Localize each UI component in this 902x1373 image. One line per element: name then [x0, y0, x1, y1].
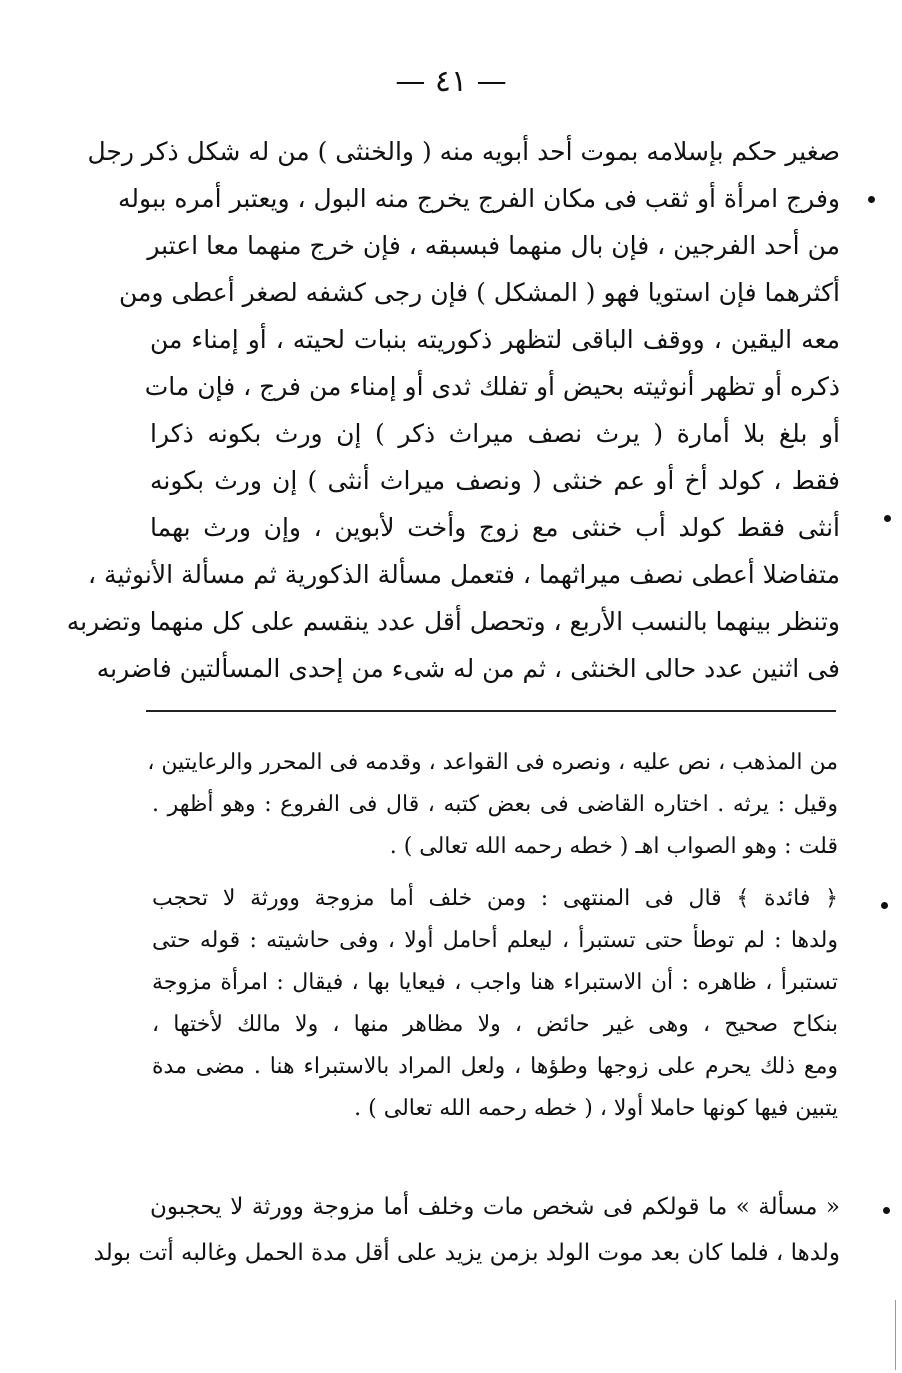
- footnote-line: قلت : وهو الصواب اهـ ( خطه رحمه الله تعالى ) .: [389, 834, 838, 859]
- text-line: من أحد الفرجين ، فإن بال منهما فبسبقه ، فإن خرج منهما معا اعتبر: [147, 231, 840, 260]
- footnote-line: بنكاح صحيح ، وهى غير حائض ، ولا مظاهر منها ، ولا مالك لأختها ،: [152, 1012, 838, 1037]
- text-line: وتنظر بينهما بالنسب الأربع ، وتحصل أقل عدد ينقسم على كل منهما وتضربه: [66, 607, 840, 636]
- text-line: صغير حكم بإسلامه بموت أحد أبويه منه ( والخنثى ) من له شكل ذكر رجل: [87, 137, 840, 166]
- footnote-line: وقيل : يرثه . اختاره القاضى فى بعض كتبه ، قال فى الفروع : وهو أظهر .: [152, 792, 838, 817]
- text-line: فقط ، كولد أخ أو عم خنثى ( ونصف ميراث أنثى ) إن ورث بكونه: [150, 466, 840, 495]
- main-text-block: [66, 128, 840, 692]
- text-line: أو بلغ بلا أمارة ( يرث نصف ميراث ذكر ) إن ورث بكونه ذكرا: [150, 419, 840, 448]
- margin-dot: [884, 515, 891, 522]
- margin-dot: [883, 1207, 890, 1214]
- text-line: معه اليقين ، ووقف الباقى لتظهر ذكوريته بنبات لحيته ، أو إمناء من: [150, 325, 840, 354]
- text-line: أنثى فقط كولد أب خنثى مع زوج وأخت لأبوين ، وإن ورث بهما: [150, 513, 840, 542]
- text-line: وفرج امرأة أو ثقب فى مكان الفرج يخرج منه البول ، ويعتبر أمره ببوله: [118, 184, 840, 213]
- footnote-line: تستبرأ ، ظاهره : أن الاستبراء هنا واجب ، فيعايا بها ، فيقال : امرأة مزوجة: [152, 970, 838, 995]
- text-line: متفاضلا أعطى نصف ميراثهما ، فتعمل مسألة الذكورية ثم مسألة الأنوثية ،: [88, 560, 840, 589]
- text-line: ولدها ، فلما كان بعد موت الولد بزمن يزيد على أقل مدة الحمل وغالبه أتت بولد: [93, 1240, 840, 1266]
- text-line: ذكره أو تظهر أنوثيته بحيض أو تفلك ثدى أو إمناء من فرج ، فإن مات: [144, 372, 840, 401]
- footnote-line: ومع ذلك يحرم على زوجها وطؤها ، ولعل المراد بالاستبراء هنا . مضى مدة: [152, 1054, 838, 1079]
- footnote-block: [147, 742, 839, 1130]
- footnote-line: ﴿ فائدة ﴾ قال فى المنتهى : ومن خلف أما مزوجة وورثة لا تحجب: [152, 886, 838, 911]
- footnote-separator: [146, 710, 836, 712]
- text-line: فى اثنين عدد حالى الخنثى ، ثم من له شىء من إحدى المسألتين فاضربه: [96, 654, 840, 683]
- page-number: — ٤١ —: [395, 64, 507, 99]
- margin-dot: [868, 196, 875, 203]
- footnote-line: ولدها : لم توطأ حتى تستبرأ ، ليعلم أحامل أولا ، وفى حاشيته : قوله حتى: [152, 928, 839, 953]
- next-question-block: [93, 1184, 840, 1276]
- text-line: « مسألة » ما قولكم فى شخص مات وخلف أما مزوجة وورثة لا يحجبون: [150, 1194, 840, 1220]
- text-line: أكثرهما فإن استويا فهو ( المشكل ) فإن رجى كشفه لصغر أعطى ومن: [118, 278, 840, 307]
- footnote-line: من المذهب ، نص عليه ، ونصره فى القواعد ، وقدمه فى المحرر والرعايتين ،: [147, 750, 838, 775]
- margin-dot: [881, 902, 888, 909]
- footnote-line: يتبين فيها كونها حاملا أولا ، ( خطه رحمه الله تعالى ) .: [354, 1096, 838, 1121]
- scan-edge-line: [895, 1300, 896, 1370]
